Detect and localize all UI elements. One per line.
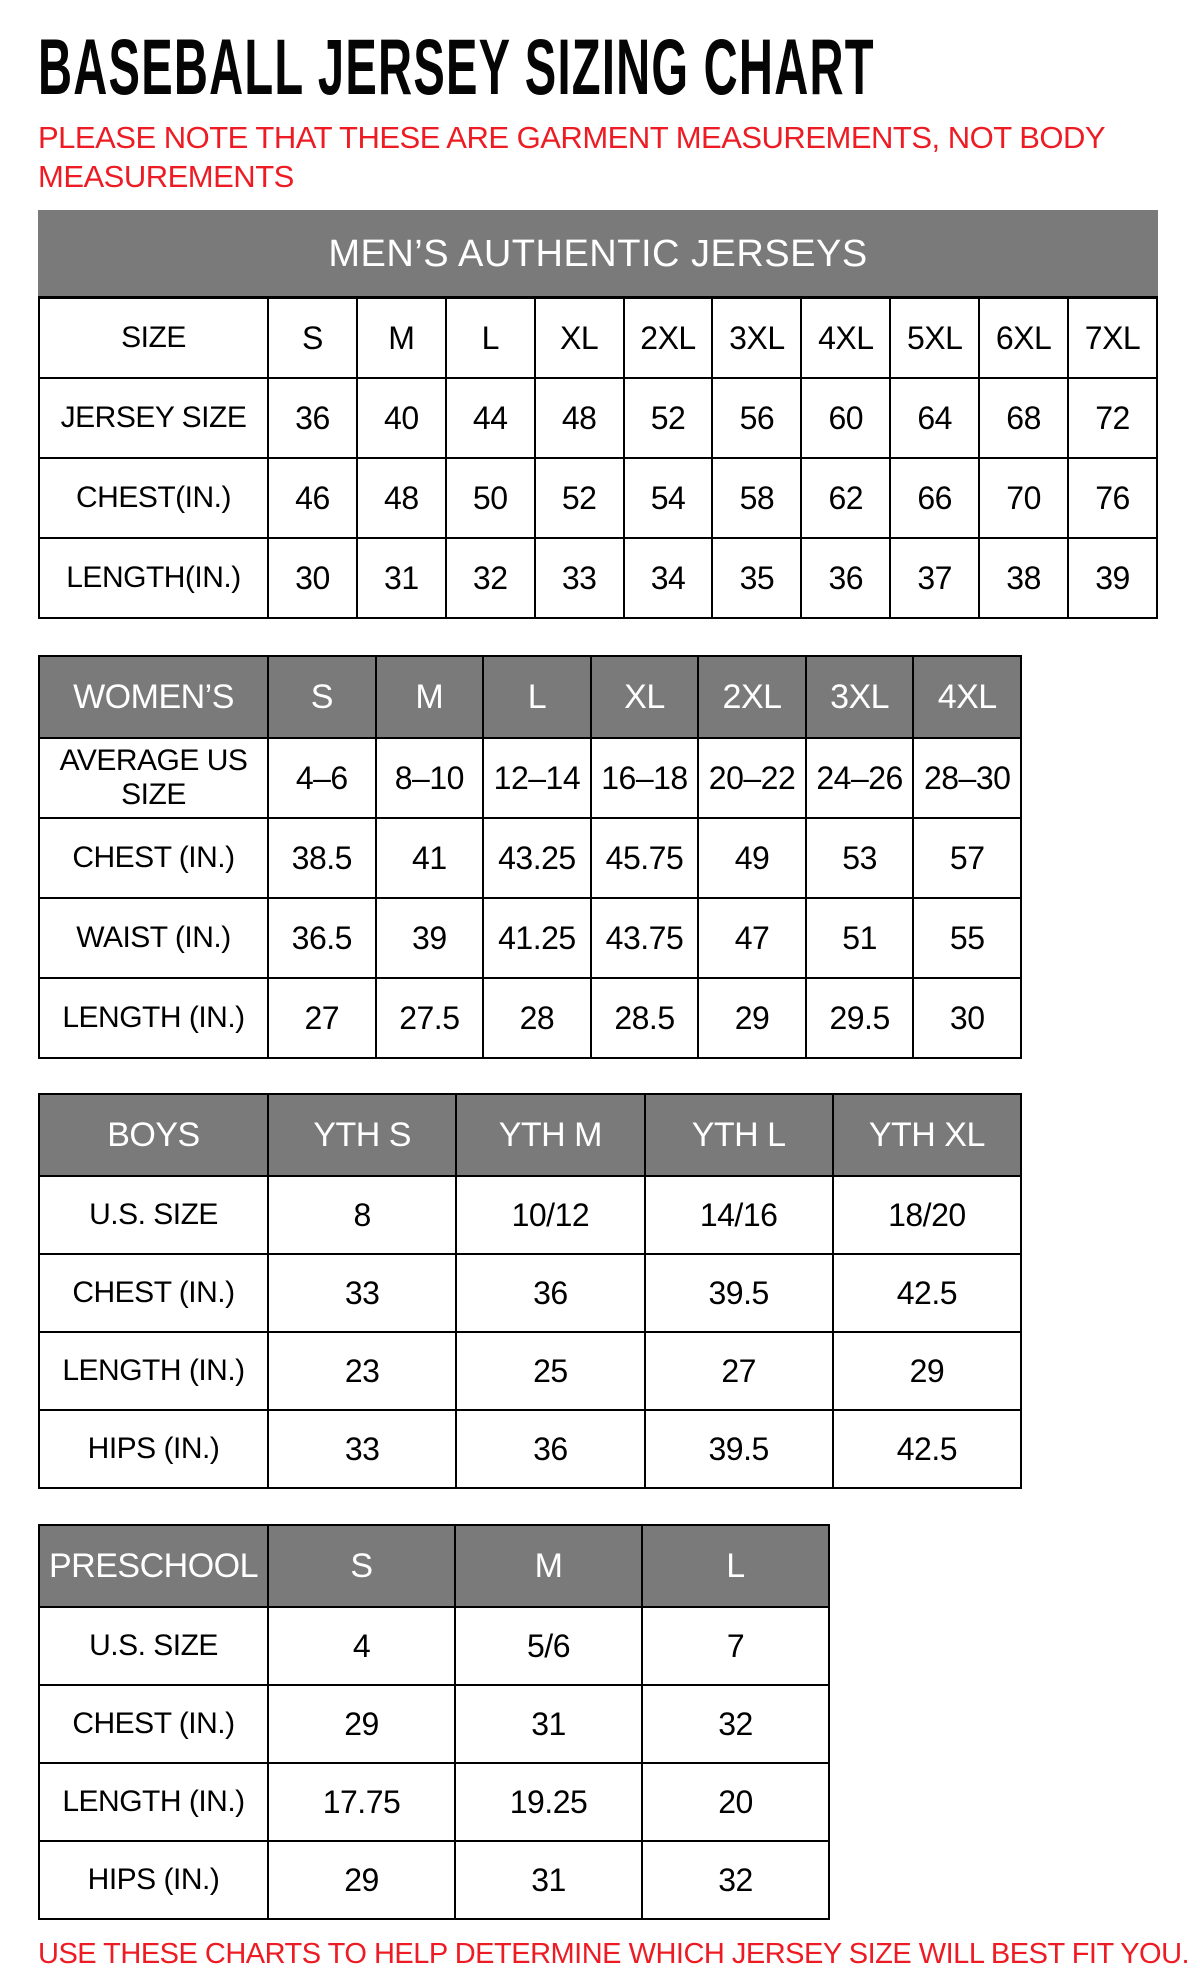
mens-value-cell: 52: [624, 378, 713, 458]
womens-header-cell: 2XL: [698, 656, 806, 738]
womens-sizing-table: [38, 655, 1022, 1059]
mens-value-cell: 39: [1068, 538, 1157, 618]
mens-size-row: [39, 298, 1157, 379]
footer-note: USE THESE CHARTS TO HELP DETERMINE WHICH JERSEY SIZE WILL BEST FIT YOU.: [38, 1938, 1190, 1970]
womens-value-cell: 27.5: [376, 978, 484, 1058]
preschool-data-row: [39, 1685, 829, 1763]
mens-value-cell: 48: [357, 458, 446, 538]
womens-value-cell: 29.5: [806, 978, 914, 1058]
womens-value-cell: 28–30: [913, 738, 1021, 818]
boys-value-cell: 8: [268, 1176, 456, 1254]
mens-value-cell: 64: [890, 378, 979, 458]
preschool-header-cell: S: [268, 1525, 455, 1607]
womens-value-cell: 28.5: [591, 978, 699, 1058]
preschool-value-cell: 20: [642, 1763, 829, 1841]
womens-value-cell: 36.5: [268, 898, 376, 978]
mens-banner-title: MEN’S AUTHENTIC JERSEYS: [39, 211, 1157, 298]
boys-value-cell: 42.5: [833, 1410, 1021, 1488]
mens-value-cell: 48: [535, 378, 624, 458]
womens-value-cell: 45.75: [591, 818, 699, 898]
preschool-sizing-table: [38, 1524, 830, 1920]
boys-value-cell: 39.5: [645, 1410, 833, 1488]
mens-value-cell: 76: [1068, 458, 1157, 538]
mens-size-header-cell: 6XL: [979, 298, 1068, 379]
mens-data-row: [39, 458, 1157, 538]
boys-value-cell: 33: [268, 1254, 456, 1332]
boys-value-cell: 10/12: [456, 1176, 644, 1254]
boys-value-cell: 33: [268, 1410, 456, 1488]
womens-header-cell: S: [268, 656, 376, 738]
mens-size-header-cell: 5XL: [890, 298, 979, 379]
preschool-value-cell: 29: [268, 1841, 455, 1919]
womens-value-cell: 28: [483, 978, 591, 1058]
preschool-value-cell: 31: [455, 1685, 642, 1763]
mens-value-cell: 37: [890, 538, 979, 618]
womens-value-cell: 43.25: [483, 818, 591, 898]
boys-value-cell: 23: [268, 1332, 456, 1410]
boys-header-cell: YTH M: [456, 1094, 644, 1176]
mens-value-cell: 62: [801, 458, 890, 538]
boys-header-cell: YTH XL: [833, 1094, 1021, 1176]
mens-value-cell: 66: [890, 458, 979, 538]
womens-header-label: WOMEN’S: [39, 656, 268, 738]
womens-row-label: CHEST (IN.): [39, 818, 268, 898]
womens-data-row: [39, 898, 1021, 978]
boys-value-cell: 39.5: [645, 1254, 833, 1332]
mens-value-cell: 38: [979, 538, 1068, 618]
boys-value-cell: 25: [456, 1332, 644, 1410]
boys-row-label: LENGTH (IN.): [39, 1332, 268, 1410]
mens-size-header-cell: 3XL: [712, 298, 801, 379]
womens-value-cell: 4–6: [268, 738, 376, 818]
mens-value-cell: 54: [624, 458, 713, 538]
boys-row-label: U.S. SIZE: [39, 1176, 268, 1254]
womens-row-label: WAIST (IN.): [39, 898, 268, 978]
womens-value-cell: 41.25: [483, 898, 591, 978]
boys-data-row: [39, 1176, 1021, 1254]
boys-value-cell: 14/16: [645, 1176, 833, 1254]
mens-value-cell: 40: [357, 378, 446, 458]
womens-header-cell: XL: [591, 656, 699, 738]
preschool-value-cell: 31: [455, 1841, 642, 1919]
womens-value-cell: 43.75: [591, 898, 699, 978]
preschool-header-row: [39, 1525, 829, 1607]
mens-value-cell: 31: [357, 538, 446, 618]
boys-sizing-table: [38, 1093, 1022, 1489]
womens-value-cell: 29: [698, 978, 806, 1058]
mens-banner-row: [39, 211, 1157, 298]
womens-value-cell: 55: [913, 898, 1021, 978]
mens-size-header-cell: 4XL: [801, 298, 890, 379]
mens-value-cell: 56: [712, 378, 801, 458]
womens-value-cell: 30: [913, 978, 1021, 1058]
womens-header-cell: 3XL: [806, 656, 914, 738]
boys-value-cell: 18/20: [833, 1176, 1021, 1254]
mens-value-cell: 34: [624, 538, 713, 618]
preschool-value-cell: 32: [642, 1841, 829, 1919]
mens-value-cell: 33: [535, 538, 624, 618]
womens-header-cell: 4XL: [913, 656, 1021, 738]
womens-data-row: [39, 818, 1021, 898]
mens-size-header-cell: L: [446, 298, 535, 379]
preschool-header-label: PRESCHOOL: [39, 1525, 268, 1607]
mens-value-cell: 36: [268, 378, 357, 458]
boys-row-label: HIPS (IN.): [39, 1410, 268, 1488]
womens-value-cell: 16–18: [591, 738, 699, 818]
mens-size-header-cell: S: [268, 298, 357, 379]
boys-row-label: CHEST (IN.): [39, 1254, 268, 1332]
womens-value-cell: 38.5: [268, 818, 376, 898]
womens-data-row: [39, 978, 1021, 1058]
mens-value-cell: 30: [268, 538, 357, 618]
mens-data-row: [39, 378, 1157, 458]
mens-value-cell: 60: [801, 378, 890, 458]
preschool-row-label: HIPS (IN.): [39, 1841, 268, 1919]
boys-value-cell: 42.5: [833, 1254, 1021, 1332]
mens-size-header-cell: M: [357, 298, 446, 379]
garment-measurement-note: PLEASE NOTE THAT THESE ARE GARMENT MEASUREMENTS, NOT BODY MEASUREMENTS: [38, 120, 1105, 194]
preschool-value-cell: 32: [642, 1685, 829, 1763]
womens-value-cell: 57: [913, 818, 1021, 898]
womens-value-cell: 12–14: [483, 738, 591, 818]
preschool-value-cell: 29: [268, 1685, 455, 1763]
boys-value-cell: 29: [833, 1332, 1021, 1410]
womens-value-cell: 51: [806, 898, 914, 978]
boys-value-cell: 36: [456, 1254, 644, 1332]
womens-row-label: AVERAGE US SIZE: [39, 738, 268, 818]
sizing-tables-container: [38, 210, 1200, 1920]
preschool-value-cell: 4: [268, 1607, 455, 1685]
mens-data-row: [39, 538, 1157, 618]
preschool-data-row: [39, 1841, 829, 1919]
mens-value-cell: 32: [446, 538, 535, 618]
preschool-value-cell: 5/6: [455, 1607, 642, 1685]
womens-value-cell: 41: [376, 818, 484, 898]
womens-value-cell: 24–26: [806, 738, 914, 818]
mens-value-cell: 44: [446, 378, 535, 458]
preschool-value-cell: 19.25: [455, 1763, 642, 1841]
boys-header-label: BOYS: [39, 1094, 268, 1176]
mens-value-cell: 70: [979, 458, 1068, 538]
boys-header-row: [39, 1094, 1021, 1176]
mens-value-cell: 50: [446, 458, 535, 538]
preschool-row-label: LENGTH (IN.): [39, 1763, 268, 1841]
preschool-data-row: [39, 1763, 829, 1841]
mens-size-header-cell: 2XL: [624, 298, 713, 379]
womens-header-cell: M: [376, 656, 484, 738]
mens-value-cell: 36: [801, 538, 890, 618]
boys-data-row: [39, 1254, 1021, 1332]
boys-value-cell: 27: [645, 1332, 833, 1410]
boys-header-cell: YTH S: [268, 1094, 456, 1176]
preschool-data-row: [39, 1607, 829, 1685]
preschool-header-cell: M: [455, 1525, 642, 1607]
mens-size-header-cell: XL: [535, 298, 624, 379]
preschool-row-label: U.S. SIZE: [39, 1607, 268, 1685]
mens-size-row-label: SIZE: [39, 298, 268, 379]
womens-value-cell: 8–10: [376, 738, 484, 818]
preschool-row-label: CHEST (IN.): [39, 1685, 268, 1763]
mens-value-cell: 68: [979, 378, 1068, 458]
boys-data-row: [39, 1410, 1021, 1488]
page-title: BASEBALL JERSEY SIZING CHART: [38, 23, 875, 112]
womens-header-cell: L: [483, 656, 591, 738]
womens-header-row: [39, 656, 1021, 738]
boys-data-row: [39, 1332, 1021, 1410]
mens-row-label: LENGTH(IN.): [39, 538, 268, 618]
womens-value-cell: 49: [698, 818, 806, 898]
womens-value-cell: 20–22: [698, 738, 806, 818]
womens-value-cell: 47: [698, 898, 806, 978]
mens-size-header-cell: 7XL: [1068, 298, 1157, 379]
womens-value-cell: 39: [376, 898, 484, 978]
mens-value-cell: 52: [535, 458, 624, 538]
preschool-value-cell: 7: [642, 1607, 829, 1685]
mens-row-label: JERSEY SIZE: [39, 378, 268, 458]
mens-value-cell: 46: [268, 458, 357, 538]
boys-header-cell: YTH L: [645, 1094, 833, 1176]
mens-value-cell: 35: [712, 538, 801, 618]
page-title-wrap: [38, 23, 1200, 112]
mens-row-label: CHEST(IN.): [39, 458, 268, 538]
boys-value-cell: 36: [456, 1410, 644, 1488]
mens-value-cell: 58: [712, 458, 801, 538]
preschool-value-cell: 17.75: [268, 1763, 455, 1841]
womens-row-label: LENGTH (IN.): [39, 978, 268, 1058]
womens-value-cell: 53: [806, 818, 914, 898]
womens-data-row: [39, 738, 1021, 818]
preschool-header-cell: L: [642, 1525, 829, 1607]
mens-sizing-table: [38, 210, 1158, 619]
mens-value-cell: 72: [1068, 378, 1157, 458]
womens-value-cell: 27: [268, 978, 376, 1058]
